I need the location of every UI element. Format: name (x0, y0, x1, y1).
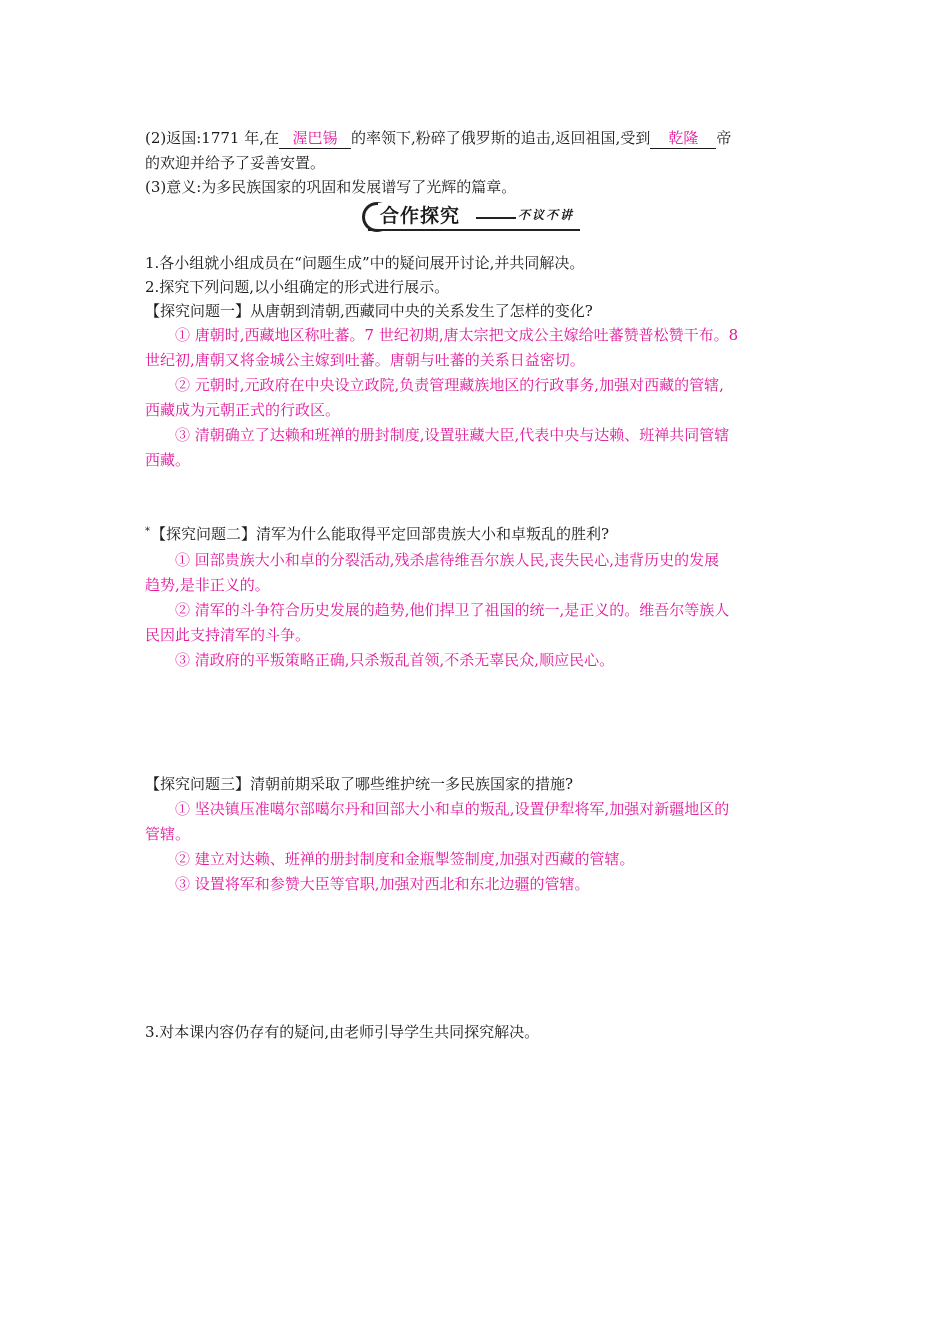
q2-answer-1-line-2: 趋势,是非正义的。 (145, 576, 270, 594)
q3-answer-3-line-1: ③ 设置将军和参赞大臣等官职,加强对西北和东北边疆的管辖。 (175, 875, 590, 893)
q3-answer-1-line-1: ① 坚决镇压准噶尔部噶尔丹和回部大小和卓的叛乱,设置伊犁将军,加强对新疆地区的 (175, 800, 730, 818)
banner-subtitle: 不议不讲 (518, 208, 575, 222)
q1-answer-1-line-1: ① 唐朝时,西藏地区称吐蕃。7 世纪初期,唐太宗把文成公主嫁给吐蕃赞普松赞干布。8 (175, 326, 739, 344)
question-2 (145, 522, 810, 546)
optional-mark: * (145, 526, 150, 537)
section-banner (362, 200, 584, 232)
q2-answer-3-line-1: ③ 清政府的平叛策略正确,只杀叛乱首领,不杀无辜民众,顺应民心。 (175, 651, 615, 669)
q1-answer-3-line-1: ③ 清朝确立了达赖和班禅的册封制度,设置驻藏大臣,代表中央与达赖、班禅共同管辖 (175, 426, 730, 444)
return-suffix: 帝 (716, 129, 732, 147)
banner-dash (476, 217, 516, 219)
step-3: 3.对本课内容仍存有的疑问,由老师引导学生共同探究解决。 (145, 1023, 540, 1041)
q3-answer-1-line-2: 管辖。 (145, 825, 191, 843)
leader-blank: 渥巴锡 (279, 128, 351, 149)
return-prefix: (2)返国:1771 年,在 (145, 129, 280, 147)
q2-answer-2-line-1: ② 清军的斗争符合历史发展的趋势,他们捍卫了祖国的统一,是正义的。维吾尔等族人 (175, 601, 730, 619)
banner-title: 合作探究 (380, 205, 461, 227)
step-2: 2.探究下列问题,以小组确定的形式进行展示。 (145, 278, 450, 296)
emperor-blank: 乾隆 (650, 128, 716, 149)
q1-answer-1-line-2: 世纪初,唐朝又将金城公主嫁到吐蕃。唐朝与吐蕃的关系日益密切。 (145, 351, 585, 369)
q1-answer-2-line-2: 西藏成为元朝正式的行政区。 (145, 401, 341, 419)
question-2-text: 【探究问题二】清军为什么能取得平定回部贵族大小和卓叛乱的胜利? (151, 525, 610, 543)
q1-answer-3-line-2: 西藏。 (145, 451, 191, 469)
return-mid: 的率领下,粉碎了俄罗斯的追击,返回祖国,受到 (351, 129, 651, 147)
meaning-line: (3)意义:为多民族国家的巩固和发展谱写了光辉的篇章。 (145, 178, 517, 196)
return-line (145, 126, 810, 150)
return-line-2: 的欢迎并给予了妥善安置。 (145, 154, 326, 172)
banner-underline (368, 229, 580, 231)
step-1: 1.各小组就小组成员在“问题生成”中的疑问展开讨论,并共同解决。 (145, 254, 585, 272)
q1-answer-2-line-1: ② 元朝时,元政府在中央设立政院,负责管理藏族地区的行政事务,加强对西藏的管辖, (175, 376, 724, 394)
q3-answer-2-line-1: ② 建立对达赖、班禅的册封制度和金瓶掣签制度,加强对西藏的管辖。 (175, 850, 635, 868)
question-1: 【探究问题一】从唐朝到清朝,西藏同中央的关系发生了怎样的变化? (145, 302, 593, 320)
q2-answer-1-line-1: ① 回部贵族大小和卓的分裂活动,残杀虐待维吾尔族人民,丧失民心,违背历史的发展 (175, 551, 720, 569)
q2-answer-2-line-2: 民因此支持清军的斗争。 (145, 626, 311, 644)
question-3: 【探究问题三】清朝前期采取了哪些维护统一多民族国家的措施? (145, 775, 574, 793)
